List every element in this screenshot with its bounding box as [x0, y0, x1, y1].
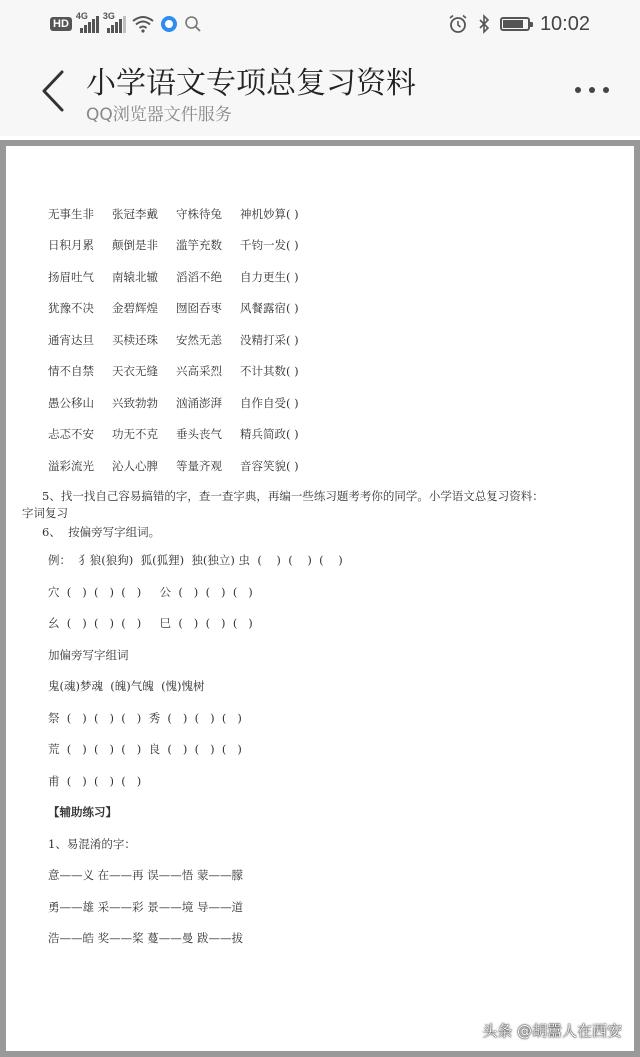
- idiom-cell: 愚公移山: [48, 396, 94, 410]
- alarm-icon: [448, 14, 468, 34]
- radical-row: 祭 ( ) ( ) ( ) 秀 ( ) ( ) ( ): [48, 711, 242, 725]
- more-dot-icon: [575, 87, 581, 93]
- question-6-text: 6、 按偏旁写字组词。: [42, 525, 161, 539]
- back-arrow-icon[interactable]: [34, 66, 74, 116]
- question-5-text: 5、找一找自己容易搞错的字，查一查字典，再编一些练习题考考你的同学。小学语文总复习资料：: [42, 489, 544, 503]
- idiom-cell: 没精打采( ): [240, 333, 299, 347]
- confusable-row: 浩——皓 奖——桨 蔓——曼 跋——拔: [48, 931, 243, 945]
- idiom-cell: 垂头丧气: [176, 427, 222, 441]
- idiom-cell: 通宵达旦: [48, 333, 94, 347]
- more-options-button[interactable]: [572, 80, 612, 100]
- search-icon: [184, 15, 202, 33]
- idiom-cell: 千钧一发( ): [240, 238, 299, 252]
- aux-heading: 【辅助练习】: [48, 805, 117, 819]
- idiom-cell: 不计其数( ): [240, 364, 299, 378]
- idiom-cell: 忐忑不安: [48, 427, 94, 441]
- idiom-cell: 囫囵吞枣: [176, 301, 222, 315]
- idiom-cell: 金碧辉煌: [112, 301, 158, 315]
- idiom-cell: 兴高采烈: [176, 364, 222, 378]
- title-bar: [0, 48, 640, 136]
- question-5-text-cont: 字词复习: [22, 506, 68, 520]
- radical-row: 穴 ( ) ( ) ( ) 公 ( ) ( ) ( ): [48, 585, 253, 599]
- idiom-cell: 情不自禁: [48, 364, 94, 378]
- more-dot-icon: [589, 87, 595, 93]
- idiom-cell: 颠倒是非: [112, 238, 158, 252]
- idiom-cell: 张冠李戴: [112, 207, 158, 221]
- idiom-cell: 滥竽充数: [176, 238, 222, 252]
- idiom-cell: 南辕北辙: [112, 270, 158, 284]
- radical-row: 荒 ( ) ( ) ( ) 良 ( ) ( ) ( ): [48, 742, 242, 756]
- confusable-row: 勇——雄 采——彩 景——境 导——道: [48, 900, 243, 914]
- battery-level: [503, 20, 523, 28]
- signal-3g-icon: [102, 11, 126, 33]
- idiom-cell: 神机妙算( ): [240, 207, 299, 221]
- idiom-cell: 买椟还珠: [112, 333, 158, 347]
- idiom-cell: 安然无恙: [176, 333, 222, 347]
- idiom-cell: 风餐露宿( ): [240, 301, 299, 315]
- idiom-cell: 沁人心脾: [112, 459, 158, 473]
- radical-row: 幺 ( ) ( ) ( ) 巳 ( ) ( ) ( ): [48, 616, 253, 630]
- status-right-group: [448, 10, 590, 38]
- page-subtitle: QQ浏览器文件服务: [86, 105, 232, 125]
- idiom-cell: 滔滔不绝: [176, 270, 222, 284]
- wifi-icon: [132, 15, 154, 33]
- document-page: [6, 146, 634, 1051]
- ghost-example-line: 鬼(魂)梦魂 (魄)气魄 (愧)愧树: [48, 679, 205, 693]
- radical-row: 甫 ( ) ( ) ( ): [48, 774, 142, 788]
- idiom-cell: 犹豫不决: [48, 301, 94, 315]
- idiom-cell: 无事生非: [48, 207, 94, 221]
- signal-3g-label: 3G: [102, 11, 115, 21]
- watermark: 头条 @胡嚣人在西安: [482, 1022, 622, 1040]
- idiom-cell: 音容笑貌( ): [240, 459, 299, 473]
- page-title: 小学语文专项总复习资料: [86, 66, 416, 101]
- status-bar: [0, 0, 640, 48]
- idiom-cell: 溢彩流光: [48, 459, 94, 473]
- confusable-row: 意——义 在——再 误——悟 蒙——朦: [48, 868, 243, 882]
- idiom-cell: 兴致勃勃: [112, 396, 158, 410]
- idiom-cell: 汹涌澎湃: [176, 396, 222, 410]
- aux-question-1: 1、易混淆的字：: [48, 837, 136, 851]
- idiom-cell: 天衣无缝: [112, 364, 158, 378]
- signal-4g-label: 4G: [75, 11, 88, 21]
- idiom-cell: 等量齐观: [176, 459, 222, 473]
- idiom-cell: 扬眉吐气: [48, 270, 94, 284]
- hd-voice-badge: HD: [50, 17, 72, 31]
- sub-heading: 加偏旁写字组词: [48, 648, 129, 662]
- clock: 10:02: [539, 12, 590, 35]
- signal-4g-icon: [75, 11, 99, 33]
- qq-browser-icon: [160, 15, 178, 33]
- idiom-cell: 功无不克: [112, 427, 158, 441]
- battery-icon: [500, 17, 530, 31]
- idiom-cell: 守株待兔: [176, 207, 222, 221]
- bluetooth-icon: [478, 14, 490, 34]
- idiom-cell: 自力更生( ): [240, 270, 299, 284]
- example-line: 例： 犭狼(狼狗) 狐(狐狸) 独(独立) 虫 ( ) ( ) ( ): [48, 553, 343, 567]
- idiom-cell: 日积月累: [48, 238, 94, 252]
- more-dot-icon: [603, 87, 609, 93]
- idiom-cell: 自作自受( ): [240, 396, 299, 410]
- document-viewer[interactable]: [0, 140, 640, 1057]
- status-left-group: [50, 12, 202, 36]
- idiom-cell: 精兵简政( ): [240, 427, 299, 441]
